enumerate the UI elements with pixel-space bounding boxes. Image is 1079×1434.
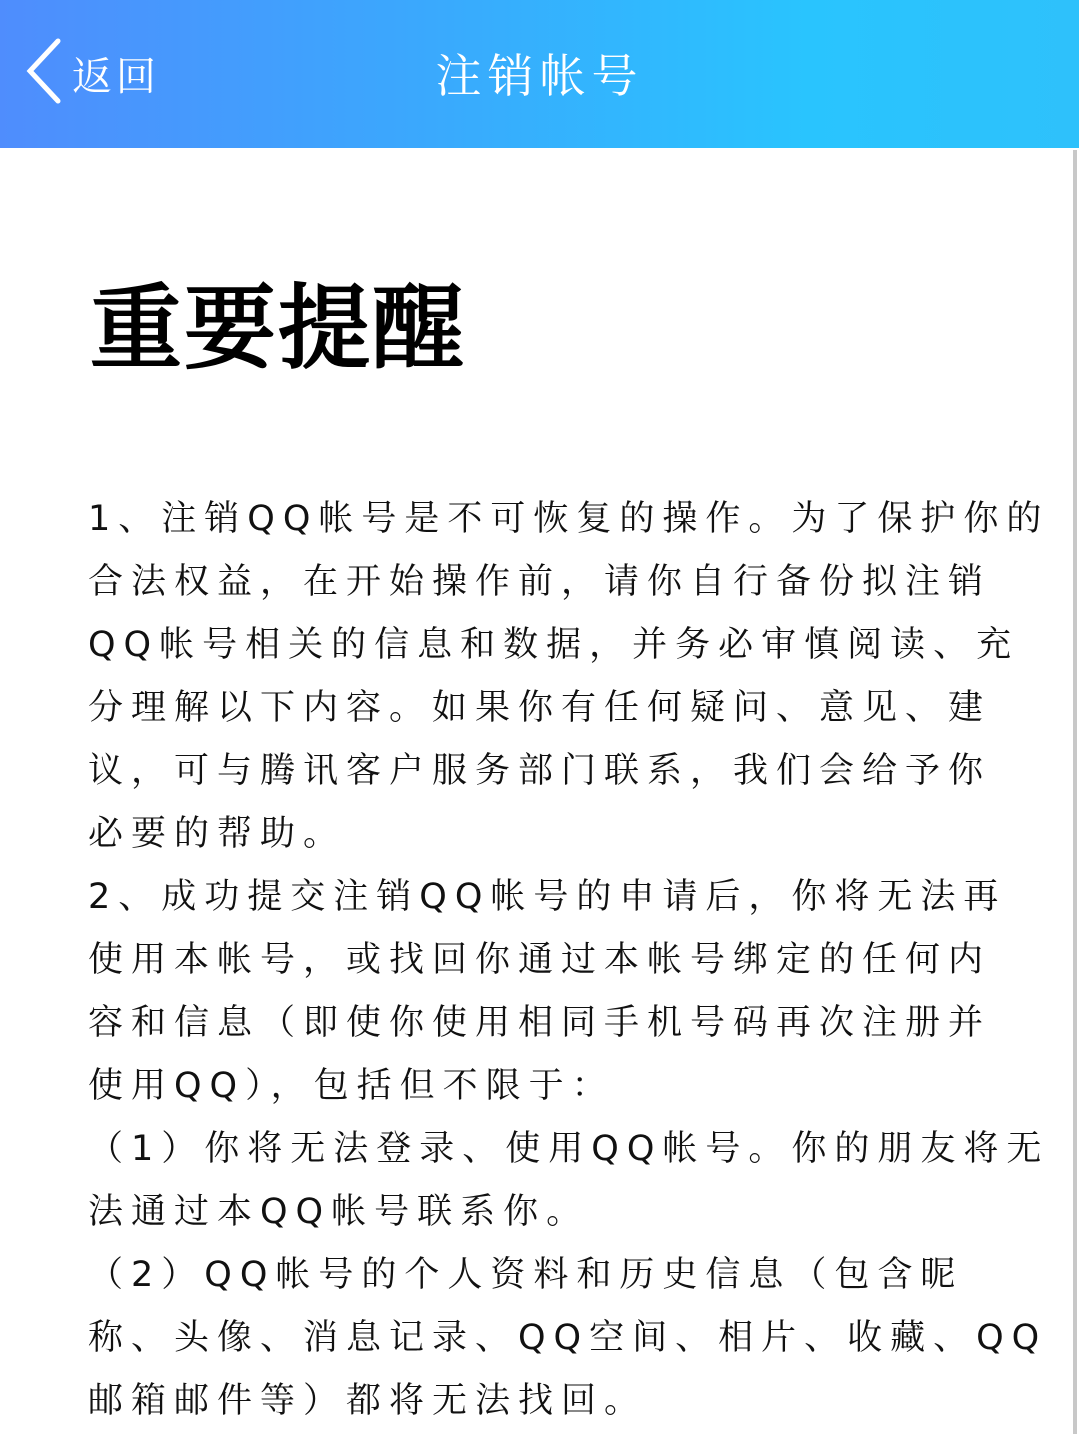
text-line: QQ帐号相关的信息和数据，并务必审慎阅读、充 xyxy=(88,625,1020,665)
text-line: 议，可与腾讯客户服务部门联系，我们会给予你 xyxy=(88,751,992,791)
text-line: 合法权益，在开始操作前，请你自行备份拟注销 xyxy=(88,562,992,602)
text-line: 称、头像、消息记录、QQ空间、相片、收藏、QQ xyxy=(88,1318,1048,1358)
text-line: （2）QQ帐号的个人资料和历史信息（包含昵 xyxy=(88,1255,964,1295)
text-line: （1）你将无法登录、使用QQ帐号。你的朋友将无 xyxy=(88,1129,1050,1169)
back-label: 返回 xyxy=(72,53,160,100)
text-line: 2、成功提交注销QQ帐号的申请后，你将无法再 xyxy=(88,877,1007,917)
text-line: 分理解以下内容。如果你有任何疑问、意见、建 xyxy=(88,688,992,728)
text-line: 邮箱邮件等）都将无法找回。 xyxy=(88,1381,648,1421)
scrollbar[interactable] xyxy=(1073,150,1077,1434)
text-line: 法通过本QQ帐号联系你。 xyxy=(88,1192,590,1232)
text-line: 使用本帐号，或找回你通过本帐号绑定的任何内 xyxy=(88,940,992,980)
text-line: 使用QQ），包括但不限于： xyxy=(88,1066,615,1106)
text-line: 必要的帮助。 xyxy=(88,814,347,854)
navigation-bar xyxy=(0,0,1079,148)
notice-heading: 重要提醒 xyxy=(90,274,467,382)
page-title: 注销帐号 xyxy=(435,49,644,103)
text-line: 容和信息（即使你使用相同手机号码再次注册并 xyxy=(88,1003,992,1043)
notice-body xyxy=(88,488,1050,1433)
text-line: 1、注销QQ帐号是不可恢复的操作。为了保护你的 xyxy=(88,499,1050,539)
